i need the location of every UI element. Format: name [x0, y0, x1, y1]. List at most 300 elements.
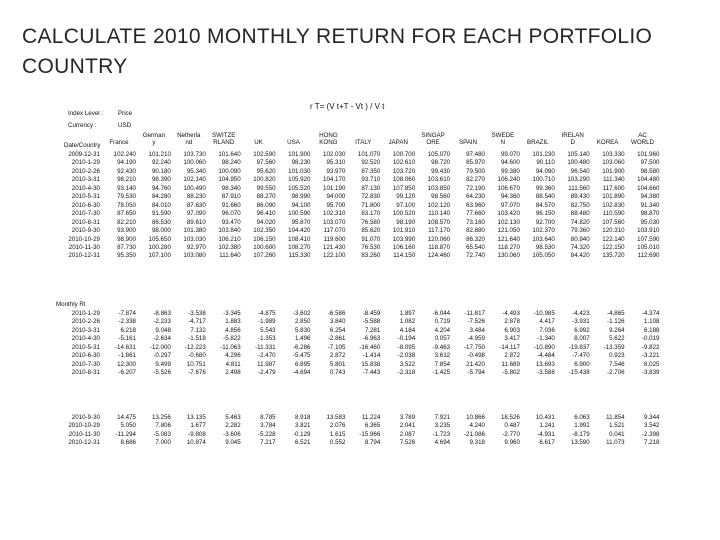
table-cell: 8.686	[120, 439, 136, 447]
table-cell: -0.129	[292, 430, 311, 438]
table-cell: 8.918	[295, 414, 311, 421]
table-cell: 94.600	[500, 159, 520, 167]
table-cell: 102.130	[497, 218, 520, 226]
column-header: German y	[142, 132, 166, 146]
table-cell: -3.538	[188, 310, 206, 317]
table-cell: 122.100	[323, 252, 346, 260]
table-cell: 101.030	[288, 167, 311, 175]
table-cell: -12.223	[184, 343, 206, 351]
table-cell: -0.297	[153, 352, 171, 360]
table-cell: 94.000	[326, 193, 346, 201]
table-cell: -5.161	[118, 335, 136, 343]
table-cell: 13.583	[326, 414, 346, 421]
table-cell: 96.070	[221, 210, 241, 218]
table-cell: -1.126	[607, 318, 625, 326]
column-header: IRELAN D	[561, 132, 584, 146]
table-cell: 5.830	[295, 326, 311, 334]
table-cell: 86.090	[256, 201, 276, 209]
table-cell: 87.910	[221, 193, 241, 201]
table-cell: 94.090	[535, 167, 555, 175]
table-cell: 98.230	[291, 159, 311, 167]
table-cell: -6.586	[327, 310, 346, 317]
table-cell: -1.723	[432, 430, 451, 438]
table-cell: 2.850	[295, 318, 311, 326]
table-cell: 4.184	[399, 326, 416, 334]
table-cell: 130.060	[497, 252, 520, 260]
table-cell: -4.484	[537, 352, 555, 360]
table-cell: 117.170	[428, 227, 451, 235]
table-cell: 85.620	[361, 227, 381, 235]
table-cell: -1.414	[362, 352, 381, 360]
table-cell: 1.615	[329, 430, 346, 438]
table-cell: 107.100	[148, 252, 171, 260]
table-cell: 5.050	[120, 422, 136, 430]
table-cell: 97.500	[640, 159, 660, 167]
table-cell: 102.590	[253, 151, 276, 158]
table-cell: 4.694	[434, 439, 451, 447]
table-cell: -4.717	[188, 318, 206, 326]
table-cell: 1.521	[609, 422, 625, 430]
table-cell: 13.135	[186, 414, 206, 421]
table-cell: 118.870	[428, 243, 451, 251]
table-cell: 93.970	[326, 167, 346, 175]
table-cell: 95.340	[186, 167, 206, 175]
table-cell: 122.150	[602, 243, 625, 251]
table-cell: 101.960	[637, 151, 660, 158]
table-cell: 100.490	[183, 184, 206, 192]
row-date: 2010-2-26	[71, 318, 100, 326]
table-cell: 7.546	[609, 360, 625, 368]
table-cell: 0.487	[504, 422, 520, 430]
table-cell: 95.870	[291, 218, 311, 226]
table-cell: 4.811	[225, 360, 241, 368]
table-cell: 0.719	[434, 318, 451, 326]
table-cell: 102.350	[253, 227, 276, 235]
table-cell: 5.622	[609, 335, 625, 343]
table-cell: 121.640	[497, 235, 520, 243]
table-cell: -2.634	[153, 335, 171, 343]
table-cell: 87.630	[186, 201, 206, 209]
table-cell: 108.410	[288, 235, 311, 243]
table-cell: -10.890	[533, 343, 555, 351]
table-cell: -6.044	[432, 310, 451, 317]
column-header: JAPAN	[388, 139, 408, 146]
table-cell: 3.522	[399, 360, 416, 368]
table-cell: 98.210	[117, 176, 136, 184]
table-cell: 94.020	[256, 218, 276, 226]
table-cell: 105.140	[567, 151, 590, 158]
table-cell: 95.620	[256, 167, 276, 175]
table-cell: -7.443	[362, 369, 381, 377]
table-cell: 91.340	[640, 201, 660, 209]
table-cell: 94.380	[640, 193, 660, 201]
table-cell: 101.380	[183, 227, 206, 235]
table-cell: 95.310	[326, 159, 346, 167]
table-cell: 3.612	[434, 352, 451, 360]
table-cell: -4.931	[537, 430, 555, 438]
table-cell: 100.820	[253, 176, 276, 184]
table-cell: -4.493	[502, 310, 520, 317]
table-cell: 100.700	[392, 151, 416, 158]
table-cell: -4.423	[572, 310, 590, 317]
table-cell: 92.970	[186, 243, 206, 251]
table-cell: 99.120	[396, 193, 416, 201]
table-cell: 7.217	[260, 439, 276, 447]
table-cell: 105.650	[148, 235, 171, 243]
table-cell: -0.680	[188, 352, 206, 360]
table-cell: 98.530	[535, 243, 555, 251]
table-cell: 103.030	[183, 235, 206, 243]
column-header: ITALY	[355, 139, 372, 146]
table-cell: 0.743	[329, 369, 346, 377]
table-cell: 7.921	[434, 414, 451, 421]
table-cell: 92.430	[117, 167, 136, 175]
row-date: 2010-9-30	[71, 414, 100, 421]
row-date: 2010-10-29	[68, 422, 100, 430]
table-cell: 119.600	[323, 235, 346, 243]
table-cell: 124.460	[427, 252, 451, 260]
table-cell: -0.019	[641, 335, 660, 343]
table-cell: -2.318	[397, 369, 416, 377]
table-cell: 1.241	[539, 422, 555, 430]
table-cell: 6.521	[295, 439, 311, 447]
table-cell: 74.820	[570, 218, 590, 226]
table-cell: -9.463	[432, 343, 451, 351]
table-cell: -1.353	[258, 335, 276, 343]
table-cell: 84.420	[570, 252, 590, 260]
table-cell: 12.300	[117, 360, 136, 368]
table-cell: 99.360	[535, 184, 555, 192]
table-cell: 13.693	[535, 360, 555, 368]
table-cell: 82.750	[570, 201, 590, 209]
table-cell: -9.808	[188, 430, 206, 438]
table-cell: 117.600	[602, 184, 625, 192]
table-cell: -11.817	[464, 310, 485, 317]
row-date: 2010-1-29	[71, 159, 100, 167]
table-cell: 103.060	[602, 159, 625, 167]
table-cell: 95.350	[117, 252, 136, 260]
table-cell: 111.640	[219, 252, 241, 260]
table-cell: 102.370	[532, 227, 555, 235]
table-cell: 2.087	[399, 430, 416, 438]
table-cell: 78.050	[117, 201, 136, 209]
table-cell: 102.140	[183, 176, 206, 184]
table-cell: -14.117	[499, 343, 520, 351]
table-cell: 7.218	[644, 439, 660, 447]
table-cell: 100.060	[183, 159, 206, 167]
table-cell: 65.540	[466, 243, 485, 251]
table-cell: 64.230	[466, 193, 485, 201]
table-cell: 104.660	[637, 184, 660, 192]
table-cell: 87.350	[361, 167, 381, 175]
table-cell: 94.760	[151, 184, 171, 192]
column-header: BRAZIL	[526, 139, 549, 146]
table-cell: 4.296	[225, 352, 241, 360]
table-cell: -2.233	[153, 318, 171, 326]
table-cell: 3.840	[329, 318, 346, 326]
table-cell: 8.025	[644, 360, 660, 368]
table-cell: -4.374	[641, 310, 660, 317]
table-cell: 103.640	[532, 235, 555, 243]
table-cell: 83.170	[361, 210, 381, 218]
column-header: France	[109, 139, 129, 146]
table-cell: -3.839	[641, 369, 660, 377]
table-cell: 8.785	[260, 414, 276, 421]
table-cell: 103.720	[392, 167, 416, 175]
row-date: 2010-8-31	[71, 369, 100, 377]
row-date: 2010-3-31	[71, 326, 100, 334]
table-cell: 9.045	[225, 439, 241, 447]
table-cell: 110.140	[428, 210, 451, 218]
table-cell: 102.240	[113, 151, 136, 158]
table-cell: 105.920	[288, 176, 311, 184]
row-date: 2010-2-26	[71, 167, 100, 175]
table-cell: 103.610	[427, 176, 451, 184]
table-cell: -7.105	[327, 343, 346, 351]
table-cell: 103.080	[183, 252, 206, 260]
table-cell: 93.900	[117, 227, 136, 235]
table-cell: 100.090	[218, 167, 241, 175]
table-cell: 102.610	[392, 159, 416, 167]
table-cell: -5.822	[223, 335, 241, 343]
table-cell: 102.310	[323, 210, 346, 218]
table-cell: 100.710	[532, 176, 555, 184]
table-cell: -2.398	[641, 430, 660, 438]
table-cell: 111.560	[568, 184, 590, 192]
table-cell: 7.132	[190, 326, 206, 334]
table-cell: 6.900	[574, 360, 590, 368]
table-cell: -7.526	[467, 318, 485, 326]
table-cell: -3.602	[292, 310, 311, 317]
table-cell: -1.861	[118, 352, 136, 360]
table-cell: 11.987	[257, 360, 276, 368]
table-cell: 6.992	[574, 326, 590, 334]
table-cell: 0.923	[609, 352, 625, 360]
table-cell: -8.095	[397, 343, 416, 351]
table-cell: 103.420	[497, 210, 520, 218]
returns-section-title: Monthly RI	[56, 301, 86, 308]
table-cell: 9.318	[469, 439, 485, 447]
table-cell: 5.543	[260, 326, 276, 334]
table-cell: -19.837	[568, 343, 590, 351]
table-cell: 101.640	[218, 151, 241, 158]
table-cell: -1.989	[258, 318, 276, 326]
table-cell: 97.090	[186, 210, 206, 218]
table-cell: -5.475	[292, 352, 311, 360]
table-cell: 135.720	[602, 252, 625, 260]
column-header: UK	[254, 139, 263, 146]
table-cell: 3.235	[434, 422, 451, 430]
table-cell: 115.330	[288, 252, 311, 260]
table-cell: 120.060	[427, 235, 451, 243]
table-cell: -4.865	[607, 310, 625, 317]
table-cell: 63.960	[466, 201, 485, 209]
table-cell: 6.188	[644, 326, 660, 334]
column-header: HONG KONG	[319, 132, 338, 146]
table-cell: 1.677	[190, 422, 206, 430]
table-cell: 120.310	[602, 227, 625, 235]
table-cell: 9.344	[644, 414, 660, 421]
table-cell: 2.041	[399, 422, 416, 430]
table-cell: 101.900	[288, 151, 311, 158]
table-cell: -2.861	[327, 335, 346, 343]
table-cell: 14.475	[117, 414, 136, 421]
table-cell: 100.590	[288, 210, 311, 218]
table-cell: 11.224	[361, 414, 381, 421]
table-cell: 6.365	[364, 422, 381, 430]
index-level-value: Price	[118, 110, 133, 117]
table-cell: 3.821	[295, 422, 311, 430]
table-cell: 98.870	[640, 210, 660, 218]
table-cell: 6.903	[504, 326, 520, 334]
table-cell: 4.204	[434, 326, 451, 334]
table-cell: 88.230	[186, 193, 206, 201]
table-cell: -8.863	[153, 310, 171, 317]
table-cell: -14.631	[115, 343, 136, 351]
table-cell: 106.210	[218, 235, 241, 243]
table-cell: 99.550	[256, 184, 276, 192]
currency-value: USD	[118, 122, 132, 129]
table-cell: 103.290	[567, 176, 590, 184]
table-cell: 107.260	[253, 252, 276, 260]
table-cell: 76.530	[361, 243, 381, 251]
table-cell: -6.286	[292, 343, 311, 351]
table-cell: 11.854	[606, 414, 625, 421]
table-cell: 5.801	[329, 360, 346, 368]
table-cell: 88.270	[256, 193, 276, 201]
table-cell: 9.499	[155, 360, 171, 368]
row-date: 2010-5-31	[71, 343, 100, 351]
table-cell: 6.063	[574, 414, 590, 421]
table-cell: 110.590	[602, 210, 625, 218]
table-cell: 5.463	[225, 414, 241, 421]
table-cell: 93.140	[117, 184, 136, 192]
table-cell: 72.190	[466, 184, 485, 192]
table-cell: 101.900	[602, 167, 625, 175]
table-cell: 87.650	[117, 210, 136, 218]
table-cell: 94.100	[291, 201, 311, 209]
table-cell: -4.959	[467, 335, 485, 343]
table-cell: 97.480	[466, 151, 485, 158]
table-cell: 15.838	[361, 360, 381, 368]
table-cell: 1.897	[399, 310, 416, 317]
table-cell: 114.150	[393, 252, 416, 260]
table-cell: 83.260	[361, 252, 381, 260]
table-cell: 103.730	[183, 151, 206, 158]
table-cell: -3.931	[572, 318, 590, 326]
table-cell: 93.710	[361, 176, 381, 184]
table-cell: 108.270	[288, 243, 311, 251]
table-cell: -2.770	[502, 430, 520, 438]
table-cell: 8.007	[574, 335, 590, 343]
table-cell: 7.854	[434, 360, 451, 368]
table-cell: 88.540	[535, 193, 555, 201]
table-cell: 13.590	[570, 439, 590, 447]
table-cell: -15.438	[568, 369, 590, 377]
table-cell: 94.190	[117, 159, 136, 167]
table-cell: 108.570	[427, 218, 451, 226]
table-cell: 105.050	[532, 252, 555, 260]
column-header: SWITZE RLAND	[212, 132, 236, 146]
table-cell: 104.480	[637, 176, 660, 184]
table-cell: 102.030	[323, 151, 346, 158]
table-cell: 4.417	[539, 318, 555, 326]
table-cell: 3.789	[399, 414, 416, 421]
table-cell: 18.526	[500, 414, 520, 421]
table-cell: -5.794	[467, 369, 485, 377]
table-cell: 0.041	[609, 430, 625, 438]
table-cell: -8.179	[572, 430, 590, 438]
table-cell: 82.270	[466, 176, 485, 184]
table-cell: 103.070	[323, 218, 346, 226]
table-cell: 79.500	[466, 167, 485, 175]
table-cell: 98.580	[640, 167, 660, 175]
table-cell: 103.840	[218, 227, 241, 235]
table-cell: 6.617	[539, 439, 555, 447]
table-cell: 10.866	[466, 414, 485, 421]
table-cell: -3.588	[537, 369, 555, 377]
table-cell: 11.073	[606, 439, 625, 447]
table-cell: 104.420	[288, 227, 311, 235]
table-cell: 98.240	[221, 159, 241, 167]
table-cell: 86.530	[151, 218, 171, 226]
table-cell: -17.750	[464, 343, 485, 351]
table-cell: 100.480	[567, 159, 590, 167]
table-cell: -21.086	[464, 430, 485, 438]
table-cell: 7.000	[155, 439, 171, 447]
row-date: 2010-11-30	[68, 430, 100, 438]
row-date: 2010-8-31	[71, 218, 100, 226]
table-cell: 79.360	[570, 227, 590, 235]
table-cell: 13.256	[151, 414, 171, 421]
table-cell: 94.360	[500, 193, 520, 201]
table-cell: -11.294	[115, 430, 136, 438]
table-cell: 98.990	[291, 193, 311, 201]
table-cell: 10.874	[186, 439, 206, 447]
table-cell: 104.170	[323, 176, 346, 184]
table-cell: 84.010	[151, 201, 171, 209]
table-cell: -2.470	[258, 352, 276, 360]
table-cell: 91.070	[361, 235, 381, 243]
table-cell: -6.963	[362, 335, 381, 343]
table-cell: 89.430	[570, 193, 590, 201]
table-cell: 80.940	[570, 235, 590, 243]
table-cell: 71.800	[361, 201, 381, 209]
table-cell: 103.910	[637, 227, 660, 235]
table-cell: -12.000	[149, 343, 171, 351]
table-cell: 1.496	[295, 335, 311, 343]
table-cell: 98.340	[221, 184, 241, 192]
table-cell: 1.991	[574, 422, 590, 430]
corner-label: Date/Country	[64, 142, 101, 149]
table-cell: 104.950	[218, 176, 241, 184]
row-date: 2010-6-30	[71, 201, 100, 209]
table-cell: -10.985	[533, 310, 555, 317]
table-cell: -2.338	[118, 318, 136, 326]
table-cell: 76.580	[361, 218, 381, 226]
return-formula: r T= (V t+T - Vt ) / V t	[310, 102, 385, 111]
table-cell: 106.160	[392, 243, 416, 251]
table-cell: 72.830	[361, 193, 381, 201]
table-cell: 96.540	[570, 167, 590, 175]
table-cell: 2.282	[225, 422, 241, 430]
table-cell: 90.180	[151, 167, 171, 175]
table-cell: 100.520	[392, 210, 416, 218]
table-cell: 3.784	[260, 422, 276, 430]
table-cell: 7.036	[539, 326, 555, 334]
table-cell: 100.280	[148, 243, 171, 251]
table-cell: 90.110	[536, 159, 555, 167]
